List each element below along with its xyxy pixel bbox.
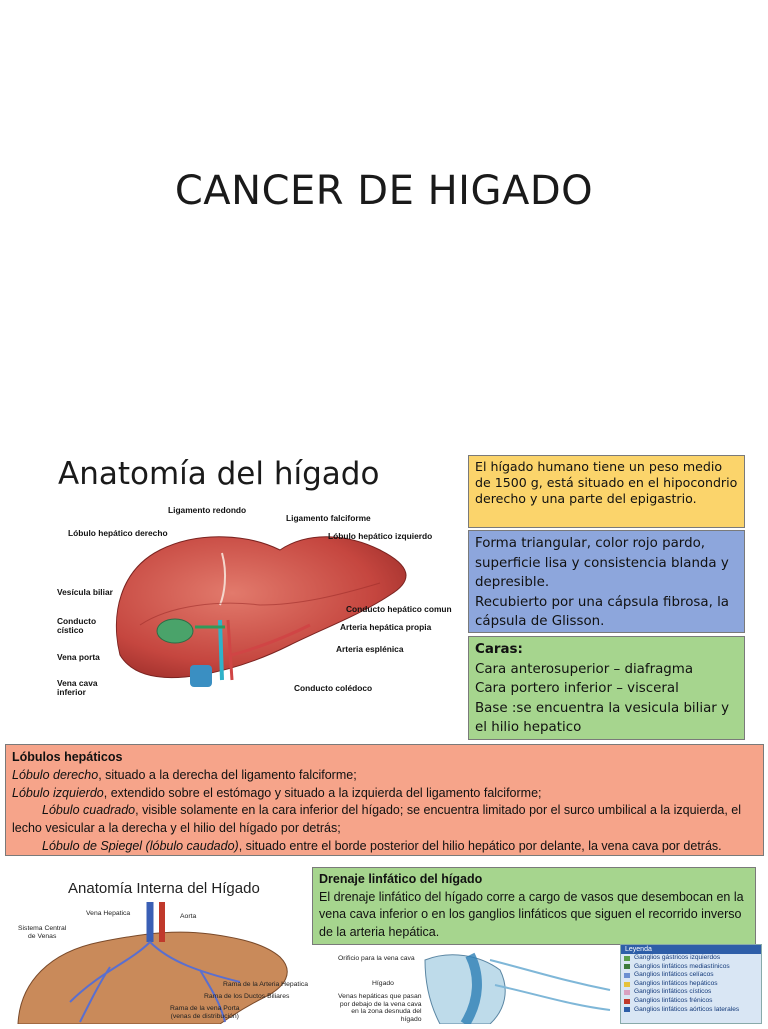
legend-swatch [624,982,630,987]
legend-label: Ganglios linfáticos mediastínicos [634,962,730,970]
legend-item [621,963,761,972]
legend-label: Ganglios linfáticos aórticos laterales [634,1005,740,1013]
info-box-form [468,530,745,633]
label-conducto-coledoco: Conducto colédoco [294,683,373,693]
label-vena-cava: Vena cava inferior [57,678,98,697]
legend-items [621,954,761,1014]
legend-swatch [624,973,630,978]
lobulo-derecho-row [12,767,757,785]
caras-line-2: Cara portero inferior – visceral [475,681,679,696]
legend-label: Ganglios linfáticos celíacos [634,971,714,979]
legend-item [621,980,761,989]
capsule-text: Recubierto por una cápsula fibrosa, la cápsula de Glisson. [475,594,730,629]
info-box-weight: El hígado humano tiene un peso medio de 1500 g, está situado en el hipocondrio derecho y una parte del epigastrio. [468,455,745,528]
legend-label: Ganglios linfáticos hepáticos [634,979,718,987]
lobulo-izquierdo-term: Lóbulo izquierdo [12,785,104,800]
legend-item [621,988,761,997]
label-vena-hepatica: Vena Hepatica [86,910,131,917]
lobulo-spiegel-row [12,838,757,856]
legend-swatch [624,964,630,969]
caras-line-3: Base :se encuentra la vesicula biliar y el hilio hepatico [475,700,729,735]
drenaje-text: El drenaje linfático del hígado corre a cargo de vasos que desembocan en la vena cava inferior o en los ganglios linfáticos que siguen el recorrido inverso de la arteria hepática. [319,889,744,939]
info-box-lobulos [5,744,764,856]
lobulo-derecho-desc: , situado a la derecha del ligamento falciforme; [98,767,357,782]
slide-title: CANCER DE HIGADO [174,168,594,214]
form-text: Forma triangular, color rojo pardo, superficie lisa y consistencia blanda y depresible. [475,536,729,590]
label-vena-porta: Vena porta [57,652,100,662]
label-arteria-esplenica: Arteria esplénica [336,644,404,654]
legend-swatch [624,1007,630,1012]
anatomy-heading: Anatomía del hígado [58,456,380,492]
label-arteria-hepatica: Arteria hepática propia [340,622,432,632]
label-sistema-central: Sistema Central de Venas [18,925,67,940]
label-ligamento-falciforme: Ligamento falciforme [286,513,371,523]
caras-heading: Caras: [475,642,523,657]
info-box-drenaje [312,867,756,945]
label-aorta: Aorta [180,913,197,920]
legend-item [621,1006,761,1015]
lobulo-izquierdo-desc: , extendido sobre el estómago y situado a la izquierda del ligamento falciforme; [103,785,542,800]
legend-label: Ganglios gástricos izquierdos [634,954,721,961]
label-rama-ductos: Rama de los Ductos Biliares [204,993,290,1000]
legend-item [621,997,761,1006]
legend-label: Ganglios linfáticos císticos [634,988,712,996]
lobulo-izquierdo-row [12,785,757,803]
lobulo-cuadrado-desc: , visible solamente en la cara inferior del hígado; se encuentra limitado por el surco umbilical a la izquierda, el lecho vesicular a la derecha y el hilio del hígado por detrás; [12,803,742,836]
label-higado: Hígado [372,980,394,987]
label-conducto-cistico: Conducto cístico [57,616,97,635]
info-box-caras [468,636,745,740]
legend-swatch [624,999,630,1004]
label-vesicula: Vesícula biliar [57,587,113,597]
legend-item [621,971,761,980]
lobulos-heading: Lóbulos hepáticos [12,750,123,764]
legend-title: Leyenda [621,945,761,954]
lymph-legend [620,944,762,1024]
caras-line-1: Cara anterosuperior – diafragma [475,661,694,677]
label-venas-hepaticas: Venas hepáticas que pasan por debajo de la vena cava en la zona desnuda del hígado [338,993,422,1023]
legend-item [621,954,761,963]
legend-swatch [624,956,630,961]
label-rama-arteria: Rama de la Arteria Hepatica [223,981,309,988]
lobulo-derecho-term: Lóbulo derecho [12,767,99,782]
lobulo-cuadrado-term: Lóbulo cuadrado [42,803,136,818]
label-orificio: Orificio para la vena cava [338,955,415,962]
lobulo-cuadrado-row [12,802,757,838]
legend-label: Ganglios linfáticos frénicos [634,996,713,1004]
label-ligamento-redondo: Ligamento redondo [168,505,247,515]
label-rama-porta: Rama de la vena Porta (venas de distribución) [170,1005,240,1020]
lobulo-spiegel-desc: , situado entre el borde posterior del hilio hepático por delante, la vena cava por detrás. [238,838,722,853]
label-lobulo-izquierdo: Lóbulo hepático izquierdo [328,531,433,541]
label-lobulo-derecho: Lóbulo hepático derecho [68,528,168,538]
internal-anatomy-title: Anatomía Interna del Hígado [68,880,260,897]
drenaje-heading: Drenaje linfático del hígado [319,872,483,886]
lobulo-spiegel-term: Lóbulo de Spiegel (lóbulo caudado) [42,838,239,853]
label-conducto-hepatico: Conducto hepático comun [346,604,452,614]
legend-swatch [624,990,630,995]
